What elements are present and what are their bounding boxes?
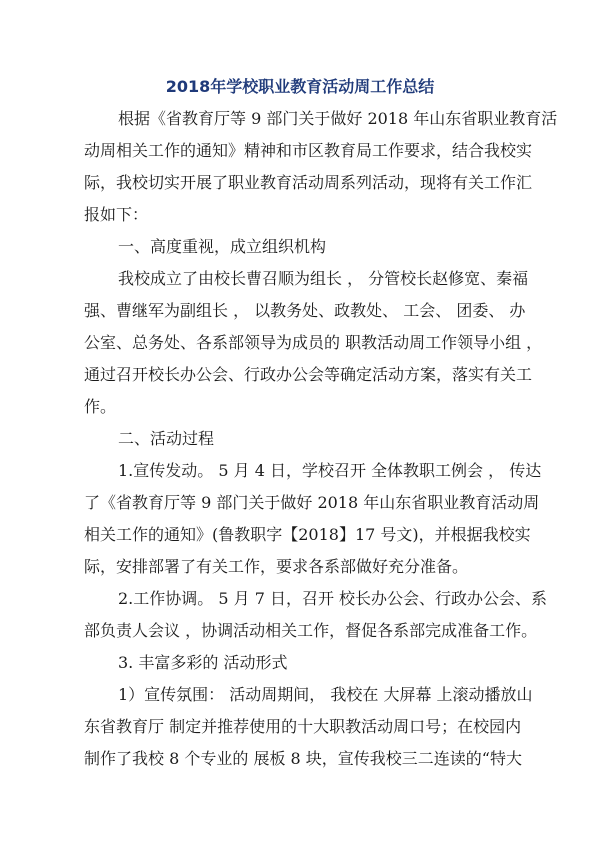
paragraph-line: 公室、总务处、各系部领导为成员的 职教活动周工作领导小组 ， [84, 333, 543, 352]
paragraph-line: 动周相关工作的通知》精神和市区教育局工作要求，结合我校实 [84, 141, 533, 160]
section-heading: 二、活动过程 [118, 429, 215, 448]
paragraph-line: 2.工作协调。 5 月 7 日，召开 校长办公会、行政办公会、系 [118, 589, 548, 608]
paragraph-line: 强、曹继军为副组长 ， 以教务处、政教处、 工会、 团委、 办 [84, 301, 526, 320]
paragraph-line: 通过召开校长办公会、行政办公会等确定活动方案，落实有关工 [84, 365, 533, 384]
paragraph-line: 制作了我校 8 个专业的 展板 8 块，宣传我校三二连读的“特大 [84, 749, 522, 768]
paragraph-line: 1.宣传发动。 5 月 4 日，学校召开 全体教职工例会 ， 传达 [118, 461, 542, 480]
subsection-heading: 3. 丰富多彩的 活动形式 [118, 653, 288, 672]
paragraph-line: 了《省教育厅等 9 部门关于做好 2018 年山东省职业教育活动周 [84, 493, 540, 512]
paragraph-line: 际，安排部署了有关工作，要求各系部做好充分准备。 [84, 557, 469, 576]
section-heading: 一、高度重视，成立组织机构 [118, 237, 327, 256]
document-title: 2018年学校职业教育活动周工作总结 [165, 77, 435, 96]
paragraph-line: 我校成立了由校长曹召顺为组长 ， 分管校长赵修宽、秦福 [118, 269, 529, 288]
paragraph-line: 根据《省教育厅等 9 部门关于做好 2018 年山东省职业教育活 [118, 109, 558, 128]
paragraph-line: 相关工作的通知》(鲁教职字【2018】17 号文)，并根据我校实 [84, 525, 531, 544]
paragraph-line: 际，我校切实开展了职业教育活动周系列活动，现将有关工作汇 [84, 173, 533, 192]
paragraph-line: 部负责人会议 ，协调活动相关工作，督促各系部完成准备工作。 [84, 621, 538, 640]
paragraph-line: 1）宣传氛围： 活动周期间， 我校在 大屏幕 上滚动播放山 [118, 685, 533, 704]
paragraph-line: 报如下： [84, 205, 149, 224]
paragraph-line: 作。 [84, 397, 117, 416]
paragraph-line: 东省教育厅 制定并推荐使用的十大职教活动周口号；在校园内 [84, 717, 522, 736]
